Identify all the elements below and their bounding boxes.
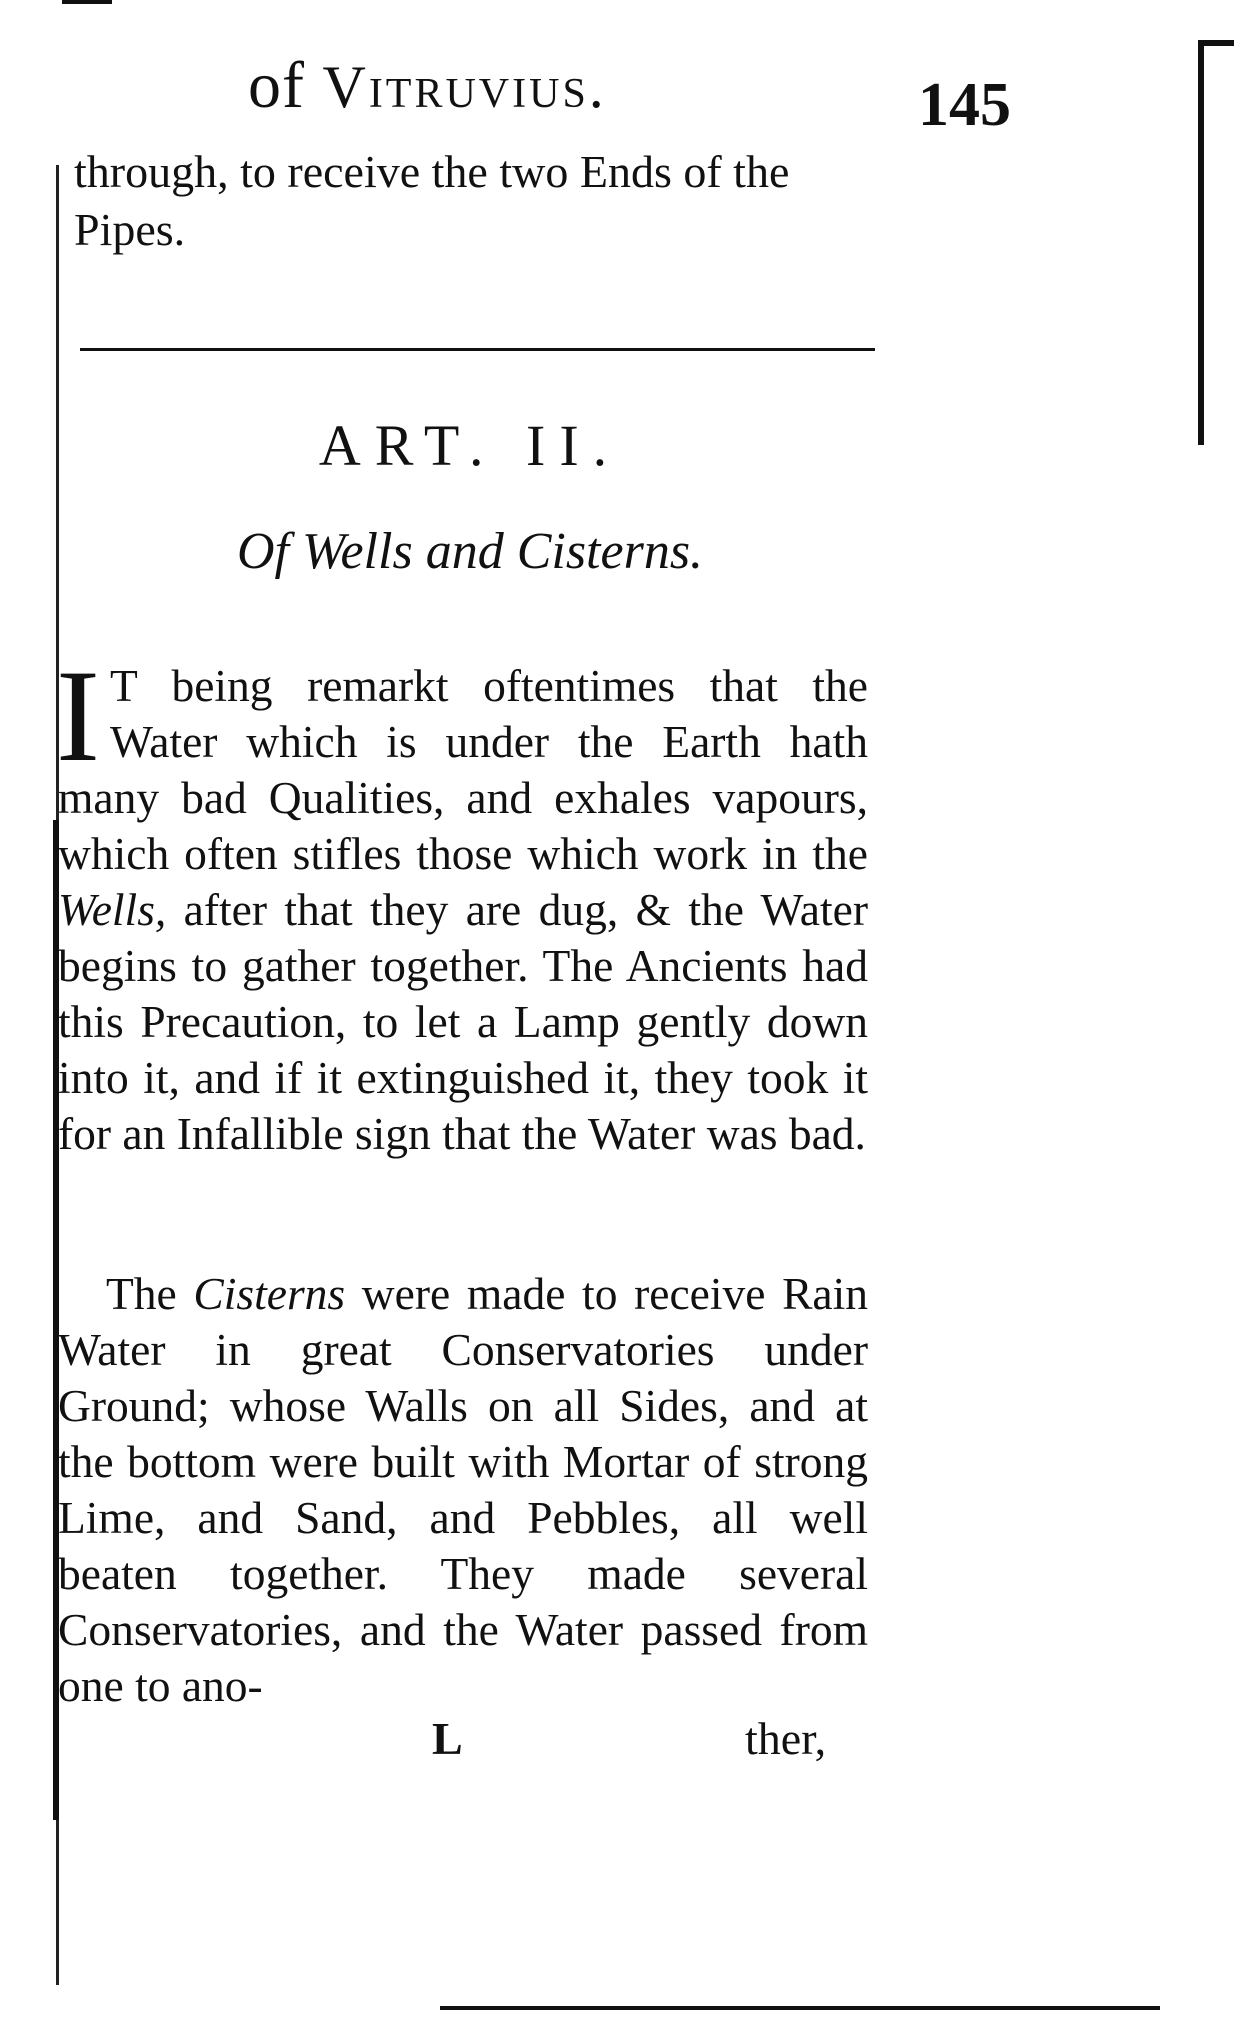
paragraph-cisterns-italic: Cisterns: [193, 1268, 346, 1319]
paragraph-wells-text-2: after that they are dug, & the Water begins to gather together. The Ancients had this Precaution, to let a Lamp gently down into it, and if it extinguished it, they took it for an Infallible sign that the Water was bad.: [58, 884, 868, 1159]
page-footer: [0, 1712, 1240, 1772]
drop-cap: I: [56, 642, 100, 789]
paragraph-cisterns-start: The: [106, 1268, 177, 1319]
page-number: 145: [918, 71, 1011, 139]
section-divider: [80, 348, 875, 351]
paragraph-cisterns: [58, 1266, 868, 1714]
paragraph-wells-text: T being remarkt oftentimes that the Water which is under the Earth hath many bad Qualities, and exhales vapours, which often stifles those which work in the: [58, 660, 868, 879]
paragraph-cisterns-text: were made to receive Rain Water in great Conservatories under Ground; whose Walls on all Sides, and at the bottom were built with Mortar of strong Lime, and Sand, and Pebbles, all well beaten together. They made several Conservatories, and the Water passed from one to ano-: [58, 1268, 869, 1711]
running-head: [248, 48, 607, 124]
catchword: ther,: [745, 1713, 827, 1764]
paragraph-wells: [56, 642, 868, 1162]
paragraph-wells-italic: Wells,: [58, 884, 167, 935]
top-rule-fragment: [62, 0, 112, 4]
signature-mark: L: [432, 1713, 463, 1764]
running-head-name: Vitruvius.: [322, 54, 607, 120]
article-title: Of Wells and Cisterns.: [236, 523, 704, 580]
article-heading: ART. II.: [318, 413, 622, 478]
running-head-prefix: of: [248, 49, 305, 122]
continuation-text: through, to receive the two Ends of the Pipes.: [74, 146, 790, 255]
right-edge-rule: [1198, 45, 1204, 445]
bottom-edge-rule: [440, 2006, 1160, 2010]
